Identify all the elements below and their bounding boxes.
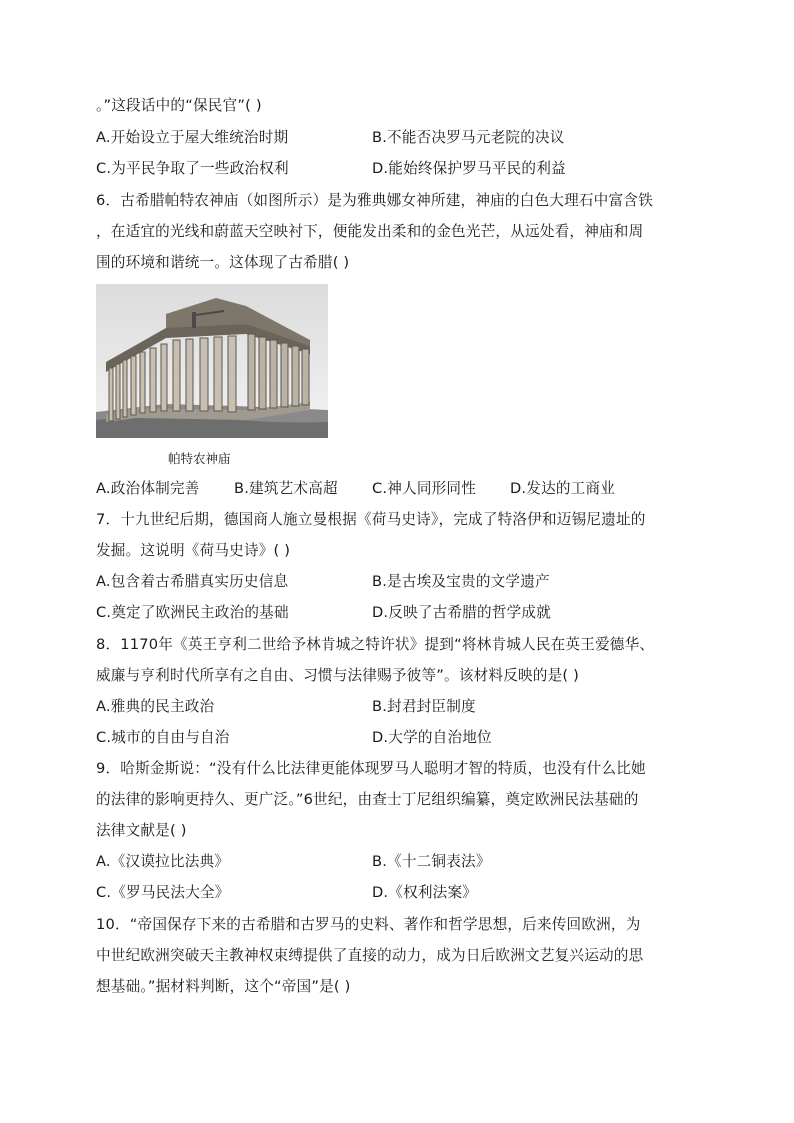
q5-option-d[interactable]: D.能始终保护罗马平民的利益 xyxy=(372,160,566,177)
q8-option-a[interactable]: A.雅典的民主政治 xyxy=(96,698,215,715)
q9-stem-line-2: 的法律的影响更持久、更广泛。”6世纪，由查士丁尼组织编纂，奠定欧洲民法基础的 xyxy=(96,791,639,808)
q9-option-c[interactable]: C.《罗马民法大全》 xyxy=(96,884,230,901)
q9-option-a[interactable]: A.《汉谟拉比法典》 xyxy=(96,853,230,870)
q8-stem-line-2: 威廉与亨利时代所享有之自由、习惯与法律赐予彼等”。该材料反映的是( ) xyxy=(96,667,579,684)
q7-option-c[interactable]: C.奠定了欧洲民主政治的基础 xyxy=(96,604,289,621)
parthenon-photo xyxy=(96,284,328,438)
q6-option-b[interactable]: B.建筑艺术高超 xyxy=(234,480,338,497)
q10-stem-line-3: 想基础。”据材料判断，这个“帝国”是( ) xyxy=(96,978,351,995)
q6-stem-line-2: ，在适宜的光线和蔚蓝天空映衬下，便能发出柔和的金色光芒，从远处看，神庙和周 xyxy=(96,223,644,240)
q9-option-d[interactable]: D.《权利法案》 xyxy=(372,884,478,901)
q5-stem-tail: 。”这段话中的“保民官”( ) xyxy=(96,97,262,114)
q8-stem-line-1: 8．1170年《英王亨利二世给予林肯城之特许状》提到“将林肯城人民在英王爱德华、 xyxy=(96,636,655,653)
q6-option-a[interactable]: A.政治体制完善 xyxy=(96,480,200,497)
q8-option-b[interactable]: B.封君封臣制度 xyxy=(372,698,476,715)
q8-option-d[interactable]: D.大学的自治地位 xyxy=(372,729,492,746)
q7-stem-line-1: 7．十九世纪后期，德国商人施立曼根据《荷马史诗》，完成了特洛伊和迈锡尼遗址的 xyxy=(96,511,646,528)
q9-stem-line-3: 法律文献是( ) xyxy=(96,822,187,839)
figure-caption: 帕特农神庙 xyxy=(168,451,231,466)
q7-option-b[interactable]: B.是古埃及宝贵的文学遗产 xyxy=(372,573,550,590)
q6-stem-line-3: 围的环境和谐统一。这体现了古希腊( ) xyxy=(96,254,350,271)
q7-option-d[interactable]: D.反映了古希腊的哲学成就 xyxy=(372,604,552,621)
q5-option-a[interactable]: A.开始设立于屋大维统治时期 xyxy=(96,129,289,146)
q7-stem-line-2: 发掘。这说明《荷马史诗》( ) xyxy=(96,542,291,559)
q10-stem-line-2: 中世纪欧洲突破天主教神权束缚提供了直接的动力，成为日后欧洲文艺复兴运动的思 xyxy=(96,947,644,964)
q5-option-c[interactable]: C.为平民争取了一些政治权利 xyxy=(96,160,289,177)
q6-option-c[interactable]: C.神人同形同性 xyxy=(372,480,476,497)
q5-option-b[interactable]: B.不能否决罗马元老院的决议 xyxy=(372,129,565,146)
q6-stem-line-1: 6．古希腊帕特农神庙（如图所示）是为雅典娜女神所建，神庙的白色大理石中富含铁 xyxy=(96,192,653,209)
q9-stem-line-1: 9．哈斯金斯说：“没有什么比法律更能体现罗马人聪明才智的特质，也没有什么比她 xyxy=(96,760,646,777)
q8-option-c[interactable]: C.城市的自由与自治 xyxy=(96,729,230,746)
q10-stem-line-1: 10．“帝国保存下来的古希腊和古罗马的史料、著作和哲学思想，后来传回欧洲，为 xyxy=(96,916,641,933)
q7-option-a[interactable]: A.包含着古希腊真实历史信息 xyxy=(96,573,289,590)
q6-option-d[interactable]: D.发达的工商业 xyxy=(510,480,616,497)
q9-option-b[interactable]: B.《十二铜表法》 xyxy=(372,853,491,870)
